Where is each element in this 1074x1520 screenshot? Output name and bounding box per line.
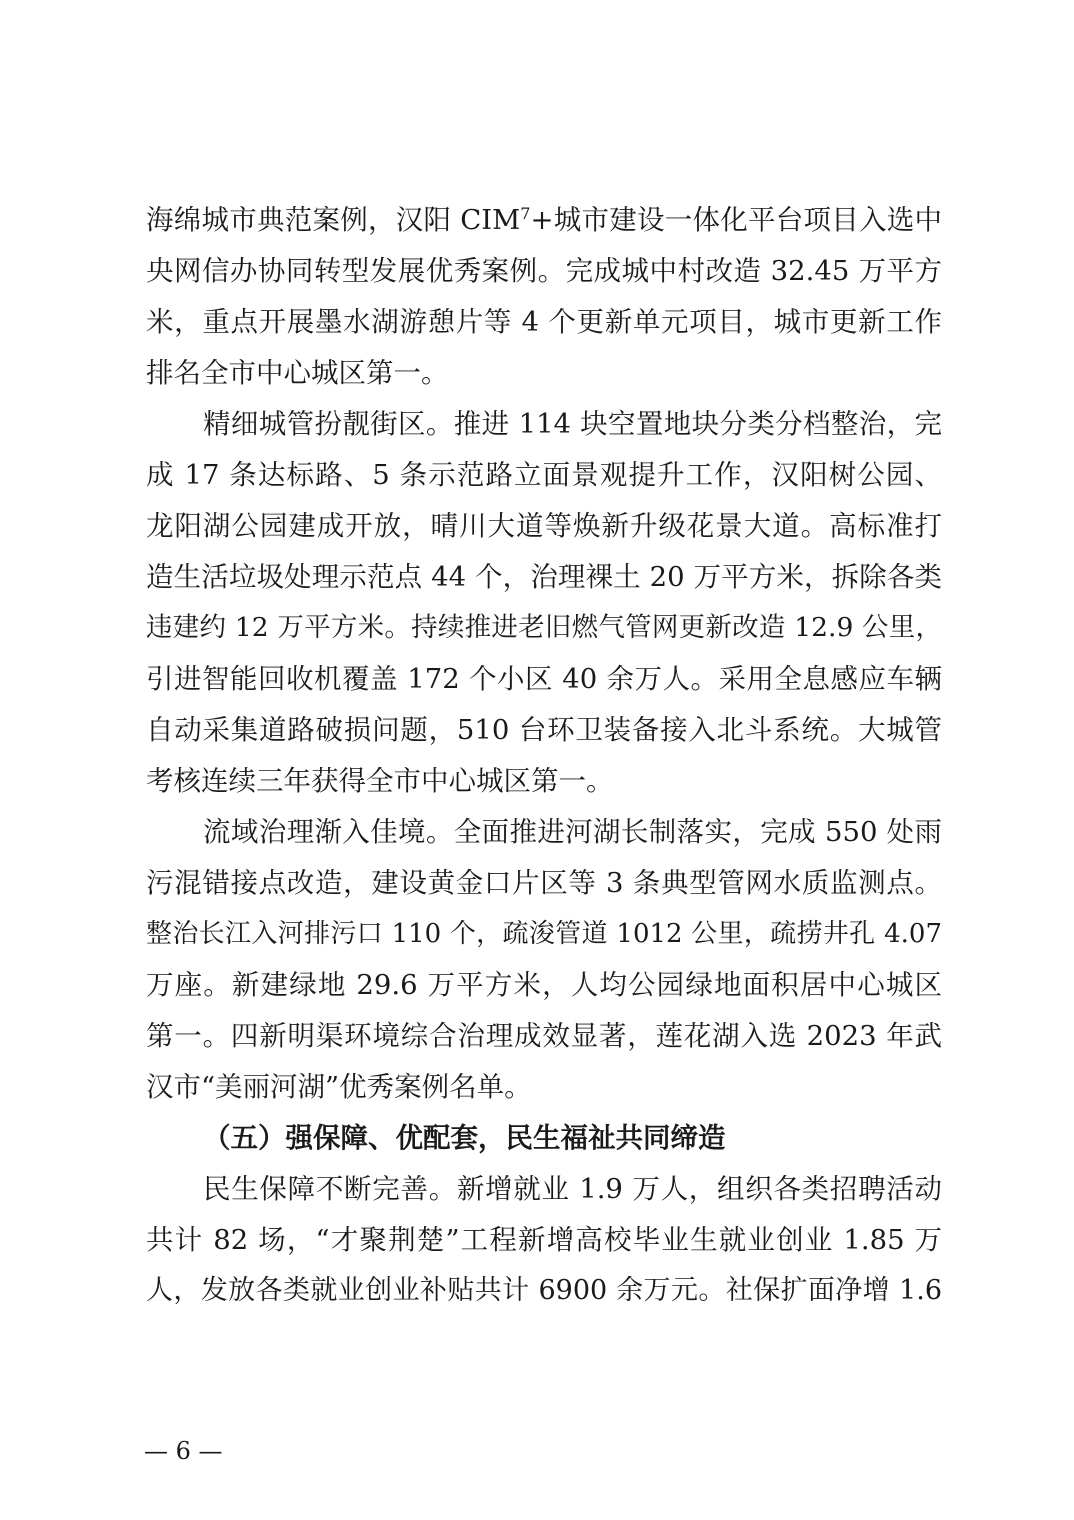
line-1-text-a: 海绵城市典范案例，汉阳 CIM: [146, 204, 521, 236]
paragraph-line-7: 龙阳湖公园建成开放，晴川大道等焕新升级花景大道。高标准打: [146, 510, 942, 542]
paragraph-line-16: 万座。新建绿地 29.6 万平方米，人均公园绿地面积居中心城区: [146, 969, 942, 1001]
paragraph-line-3: 米，重点开展墨水湖游憩片等 4 个更新单元项目，城市更新工作: [146, 306, 942, 338]
paragraph-line-20: 民生保障不断完善。新增就业 1.9 万人，组织各类招聘活动: [203, 1173, 942, 1205]
paragraph-line-14: 污混错接点改造，建设黄金口片区等 3 条典型管网水质监测点。: [146, 867, 942, 899]
paragraph-line-1: [146, 201, 942, 239]
paragraph-line-21: 共计 82 场，“才聚荆楚”工程新增高校毕业生就业创业 1.85 万: [146, 1224, 942, 1256]
line-1-text-b: +城市建设一体化平台项目入选中: [530, 204, 942, 236]
paragraph-line-2: 央网信办协同转型发展优秀案例。完成城中村改造 32.45 万平方: [146, 255, 942, 287]
paragraph-line-15: 整治长江入河排污口 110 个，疏浚管道 1012 公里，疏捞井孔 4.07: [146, 919, 942, 949]
paragraph-line-6: 成 17 条达标路、5 条示范路立面景观提升工作，汉阳树公园、: [146, 459, 942, 491]
paragraph-line-8: 造生活垃圾处理示范点 44 个，治理裸土 20 万平方米，拆除各类: [146, 561, 942, 593]
section-heading: （五）强保障、优配套，民生福祉共同缔造: [203, 1122, 726, 1154]
paragraph-line-17: 第一。四新明渠环境综合治理成效显著，莲花湖入选 2023 年武: [146, 1020, 942, 1052]
paragraph-line-22: 人，发放各类就业创业补贴共计 6900 余万元。社保扩面净增 1.6: [146, 1275, 942, 1306]
paragraph-line-13: 流域治理渐入佳境。全面推进河湖长制落实，完成 550 处雨: [203, 816, 942, 848]
paragraph-line-11: 自动采集道路破损问题，510 台环卫装备接入北斗系统。大城管: [146, 714, 942, 746]
paragraph-line-9: 违建约 12 万平方米。持续推进老旧燃气管网更新改造 12.9 公里，: [146, 612, 942, 643]
paragraph-line-4: 排名全市中心城区第一。: [146, 357, 449, 389]
page-number: — 6 —: [144, 1437, 223, 1465]
paragraph-line-12: 考核连续三年获得全市中心城区第一。: [146, 765, 614, 797]
paragraph-line-10: 引进智能回收机覆盖 172 个小区 40 余万人。采用全息感应车辆: [146, 663, 942, 695]
paragraph-line-5: 精细城管扮靓街区。推进 114 块空置地块分类分档整治，完: [203, 408, 942, 440]
paragraph-line-18: 汉市“美丽河湖”优秀案例名单。: [146, 1071, 532, 1103]
superscript-footnote: 7: [520, 204, 531, 223]
